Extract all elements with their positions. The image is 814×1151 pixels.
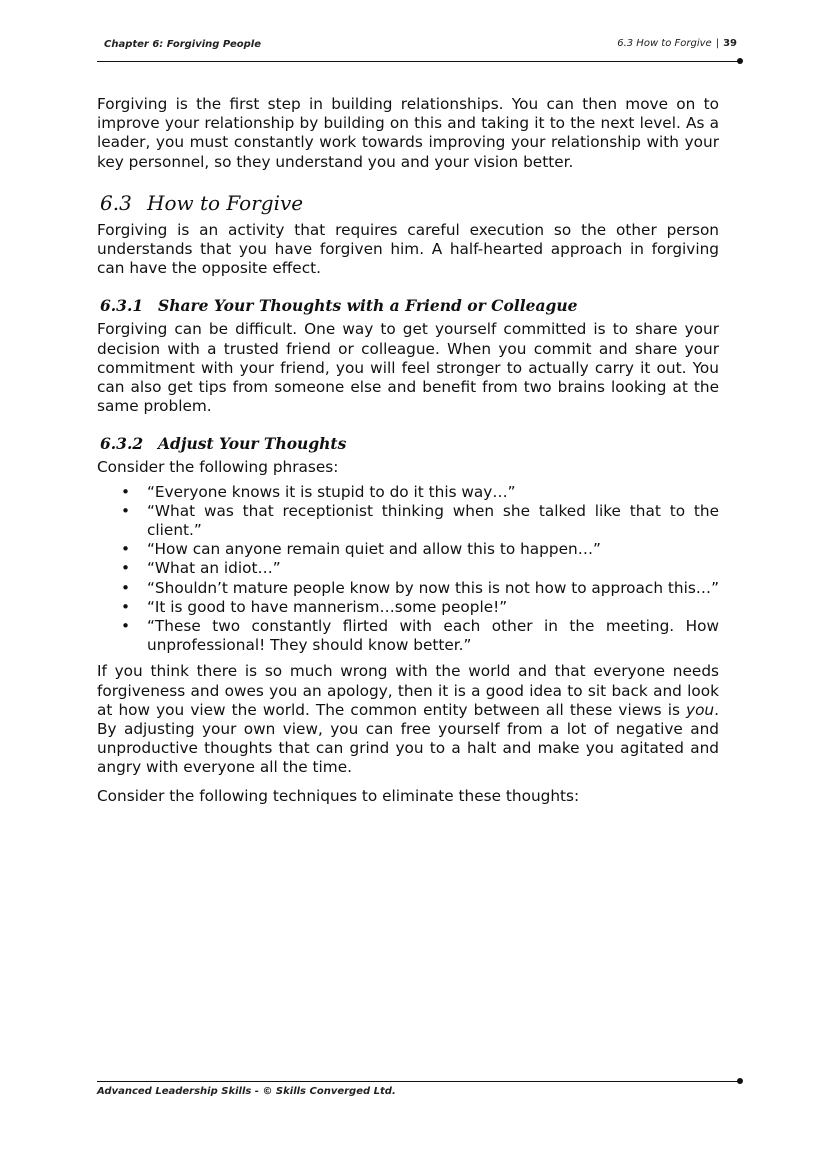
chapter-title: Chapter 6: Forgiving People [104, 39, 262, 50]
section-paragraph: Forgiving is an activity that requires careful execution so the other person understands that you have forgiven him. A half-hearted approach in forgiving can have the opposite effect. [97, 220, 719, 278]
subsection-heading-2 [100, 433, 719, 454]
spacer [97, 778, 719, 787]
header-rule [97, 61, 740, 62]
section-number: 6.3 [100, 190, 132, 215]
paragraph-text-start: If you think there is so much wrong with the world and that everyone needs forgiveness and owes you an apology, then it is a good idea to sit back and look at how you view the world. The common entity between all these views is [97, 662, 719, 719]
list-item [97, 579, 719, 598]
section-page-ref [617, 38, 737, 49]
list-item [97, 540, 719, 559]
subsection-heading-1 [100, 295, 719, 316]
page-footer: Advanced Leadership Skills - © Skills Converged Ltd. [97, 1086, 396, 1097]
phrase-text: “How can anyone remain quiet and allow this to happen…” [147, 540, 601, 559]
list-item [97, 598, 719, 617]
subsection-paragraph: Forgiving can be difficult. One way to get yourself committed is to share your decision with a trusted friend or colleague. When you commit and share your commitment with your friend, you will feel stronger to actually carry it out. You can also get tips from someone else and benefit from two brains looking at the same problem. [97, 320, 719, 416]
bullet-icon: • [121, 540, 131, 559]
techniques-lead: Consider the following techniques to eliminate these thoughts: [97, 786, 580, 805]
bullet-icon: • [121, 559, 131, 578]
paragraph-text-end: . By adjusting your own view, you can free yourself from a lot of negative and unproductive thoughts that can grind you to a halt and make you agitated and angry with everyone all the time. [97, 700, 719, 777]
header-rule-dot [737, 58, 743, 64]
bullet-icon: • [121, 482, 131, 501]
phrase-text: “What was that receptionist thinking when she talked like that to the client.” [147, 501, 719, 540]
phrase-text: “What an idiot…” [147, 559, 281, 578]
subsection-number: 6.3.1 [100, 296, 144, 316]
footer-rule [97, 1081, 740, 1082]
bullet-icon: • [121, 597, 131, 616]
phrase-text: “Everyone knows it is stupid to do it this way…” [147, 482, 516, 501]
phrase-text: “Shouldn’t mature people know by now this is not how to approach this…” [147, 578, 720, 597]
list-item [97, 483, 719, 502]
subsection-number: 6.3.2 [100, 434, 144, 454]
header-separator: | [715, 38, 720, 49]
world-view-paragraph [97, 662, 719, 777]
phrases-lead: Consider the following phrases: [97, 458, 339, 477]
phrase-list [97, 483, 719, 656]
list-item [97, 559, 719, 578]
footer-rule-dot [737, 1078, 743, 1084]
section-title: How to Forgive [147, 190, 304, 215]
page-number: 39 [723, 38, 737, 49]
page-body [97, 95, 719, 806]
phrase-text: “These two constantly flirted with each other in the meeting. How unprofessional! They should know better.” [147, 617, 719, 655]
running-section-title: 6.3 How to Forgive [617, 38, 712, 49]
list-item [97, 617, 719, 655]
bullet-icon: • [121, 501, 131, 520]
section-heading [100, 190, 719, 216]
bullet-icon: • [121, 617, 131, 636]
subsection-title: Adjust Your Thoughts [158, 434, 347, 454]
emphasis-you: you [686, 700, 715, 719]
phrase-text: “It is good to have mannerism…some people!” [147, 597, 508, 616]
subsection-title: Share Your Thoughts with a Friend or Colleague [158, 296, 578, 316]
page-header [97, 37, 740, 63]
intro-paragraph: Forgiving is the first step in building relationships. You can then move on to improve your relationship by building on this and taking it to the next level. As a leader, you must constantly work towards improving your relationship with your key personnel, so they understand you and your vision better. [97, 95, 719, 171]
bullet-icon: • [121, 578, 131, 597]
list-item [97, 502, 719, 540]
